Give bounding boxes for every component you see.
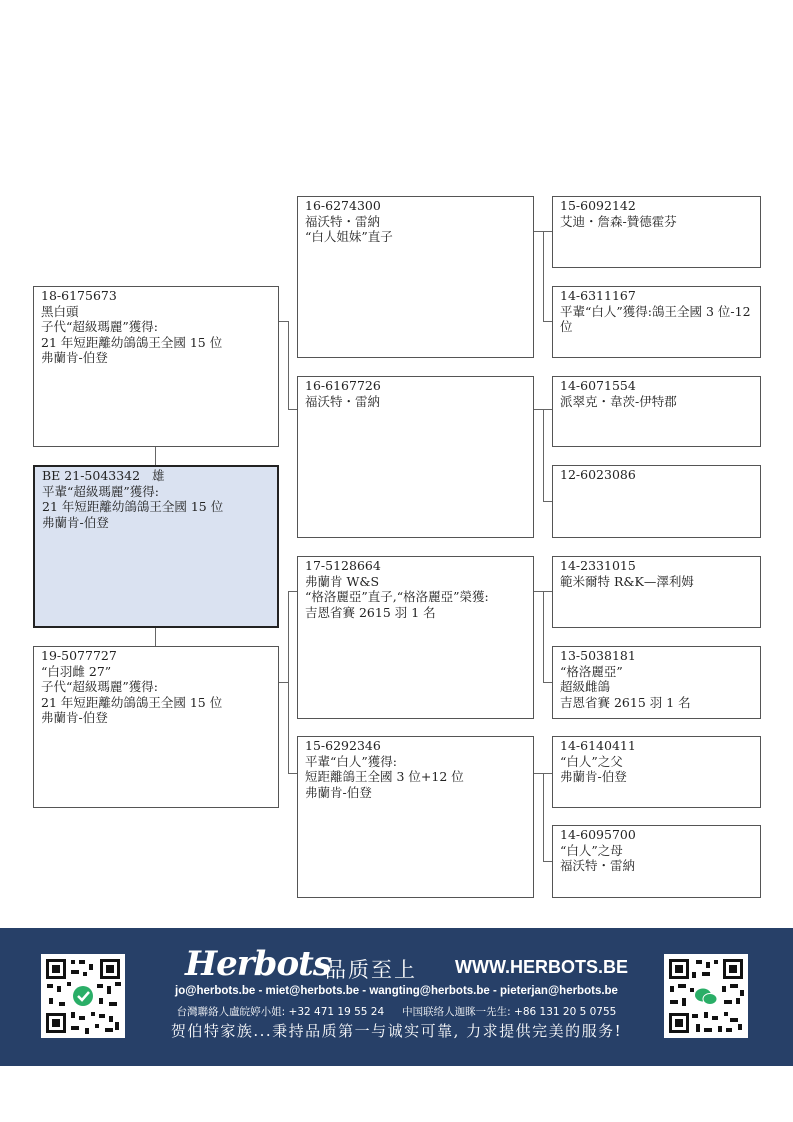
pigeon-detail-line: “白人”之母 xyxy=(560,842,623,858)
ring-number: 15-6292346 xyxy=(305,738,381,753)
contact-taiwan: 台灣聯絡人盧皖婷小姐: +32 471 19 55 24 xyxy=(176,1006,385,1018)
sire-sire-card xyxy=(297,196,534,358)
subject-pigeon-card xyxy=(33,465,279,628)
connector-dam-gen3 xyxy=(278,682,288,683)
pigeon-detail-line: 弗蘭肯-伯登 xyxy=(560,769,627,784)
pigeon-detail-line: 短距離鴿王全國 3 位+12 位 xyxy=(305,769,464,784)
ring-number: 15-6092142 xyxy=(560,198,636,213)
pigeon-detail-line: 派翠克・韋茨-伊特郡 xyxy=(560,393,677,409)
pigeon-detail-line: “格洛麗亞”直子,“格洛麗亞”榮獲: xyxy=(305,589,489,604)
ss-sire-card xyxy=(552,196,761,268)
ring-number: 19-5077727 xyxy=(41,648,117,663)
pigeon-detail-line: 弗蘭肯-伯登 xyxy=(41,350,108,365)
pigeon-detail-line: “白羽雌 27” xyxy=(41,663,112,679)
pigeon-detail-line: 福沃特・雷納 xyxy=(305,213,381,229)
pigeon-detail-line: “白人”之父 xyxy=(560,753,623,769)
pigeon-detail-line: 艾迪・詹森-贊德霍芬 xyxy=(560,213,677,229)
pigeon-detail-line: 吉恩省賽 2615 羽 1 名 xyxy=(305,604,436,620)
connector-gen3-gen4 xyxy=(543,231,544,322)
connector-gen3-gen4 xyxy=(533,231,543,232)
connector-gen3-gen4 xyxy=(543,591,544,682)
dd-sire-card xyxy=(552,736,761,808)
ring-number: 14-6311167 xyxy=(560,288,636,303)
footer-banner xyxy=(0,928,793,1066)
ring-number: 12-6023086 xyxy=(560,467,636,482)
dam-dam-card xyxy=(297,736,534,898)
ring-number: 14-6095700 xyxy=(560,827,636,842)
ds-dam-card xyxy=(552,646,761,719)
pigeon-detail-line: “白人姐妹”直子 xyxy=(305,229,393,244)
ring-number: 18-6175673 xyxy=(41,288,117,303)
pigeon-detail-line: 子代“超級瑪麗”獲得: xyxy=(41,679,158,694)
pigeon-detail-line: 福沃特・雷納 xyxy=(560,858,636,873)
ring-number: 14-6071554 xyxy=(560,378,636,393)
pigeon-detail-line: 超級雌鴿 xyxy=(560,679,611,694)
ring-number: 14-6140411 xyxy=(560,738,636,753)
pigeon-detail-line: 弗蘭肯-伯登 xyxy=(41,710,108,725)
brand-row xyxy=(185,944,628,984)
ring-number: 13-5038181 xyxy=(560,648,636,663)
connector-sire-subject xyxy=(155,447,156,465)
sd-sire-card xyxy=(552,376,761,447)
sd-dam-card xyxy=(552,465,761,538)
herbots-logo: Herbots xyxy=(185,944,331,984)
pigeon-detail-line: 21 年短距離幼鴿鴿王全國 15 位 xyxy=(41,334,223,350)
pigeon-detail-line: “格洛麗亞” xyxy=(560,663,623,679)
pigeon-detail-line: 21 年短距離幼鴿鴿王全國 15 位 xyxy=(41,694,223,710)
footer-tagline: 贺伯特家族...秉持品质第一与诚实可靠, 力求提供完美的服务! xyxy=(170,1022,623,1040)
connector-gen3-gen4 xyxy=(533,591,543,592)
ring-number: 17-5128664 xyxy=(305,558,381,573)
connector-gen3-gen4 xyxy=(533,773,543,774)
qr-code-right xyxy=(664,954,748,1038)
connector-subject-dam xyxy=(155,628,156,646)
ds-sire-card xyxy=(552,556,761,628)
contact-emails[interactable]: jo@herbots.be - miet@herbots.be - wangting@herbots.be - pieterjan@herbots.be xyxy=(175,985,618,997)
pigeon-detail-line: 子代“超級瑪麗”獲得: xyxy=(41,319,158,334)
pigeon-detail-line: 黑白頭 xyxy=(41,303,79,319)
pigeon-detail-line: 範米爾特 R&K—澤利姆 xyxy=(560,573,694,589)
connector-gen3-gen4 xyxy=(533,409,543,410)
sire-card xyxy=(33,286,279,447)
wechat-qr-icon xyxy=(664,954,748,1038)
pigeon-detail-line: 弗蘭肯 W&S xyxy=(305,573,380,589)
pigeon-detail-line: 福沃特・雷納 xyxy=(305,393,381,409)
brand-slogan: 品质至上 xyxy=(325,958,417,982)
dam-card xyxy=(33,646,279,808)
dd-dam-card xyxy=(552,825,761,898)
connector-gen3-gen4 xyxy=(543,773,544,861)
pigeon-detail-line: 21 年短距離幼鴿鴿王全國 15 位 xyxy=(42,499,224,514)
connector-dam-gen3 xyxy=(288,591,289,773)
ring-number: 16-6167726 xyxy=(305,378,381,393)
pigeon-detail-line: 弗蘭肯-伯登 xyxy=(42,514,109,530)
sire-dam-card xyxy=(297,376,534,538)
pigeon-detail-line: 平輩“白人”獲得:鴿王全國 3 位-12 位 xyxy=(560,303,755,334)
dam-sire-card xyxy=(297,556,534,719)
connector-gen3-gen4 xyxy=(543,409,544,501)
pigeon-detail-line: 吉恩省賽 2615 羽 1 名 xyxy=(560,694,691,710)
connector-sire-gen3 xyxy=(288,321,289,409)
connector-sire-gen3 xyxy=(278,321,288,322)
ring-number: 16-6274300 xyxy=(305,198,381,213)
ss-dam-card xyxy=(552,286,761,358)
website-link[interactable]: WWW.HERBOTS.BE xyxy=(455,957,628,977)
ring-number: BE 21-5043342 雄 xyxy=(42,468,165,483)
contact-china: 中国联络人迦眯一先生: +86 131 20 5 0755 xyxy=(402,1006,617,1018)
pigeon-detail-line: 平輩“超級瑪麗”獲得: xyxy=(42,483,159,499)
pigeon-detail-line: 弗蘭肯-伯登 xyxy=(305,784,372,800)
pigeon-detail-line: 平輩“白人”獲得: xyxy=(305,753,397,769)
ring-number: 14-2331015 xyxy=(560,558,636,573)
